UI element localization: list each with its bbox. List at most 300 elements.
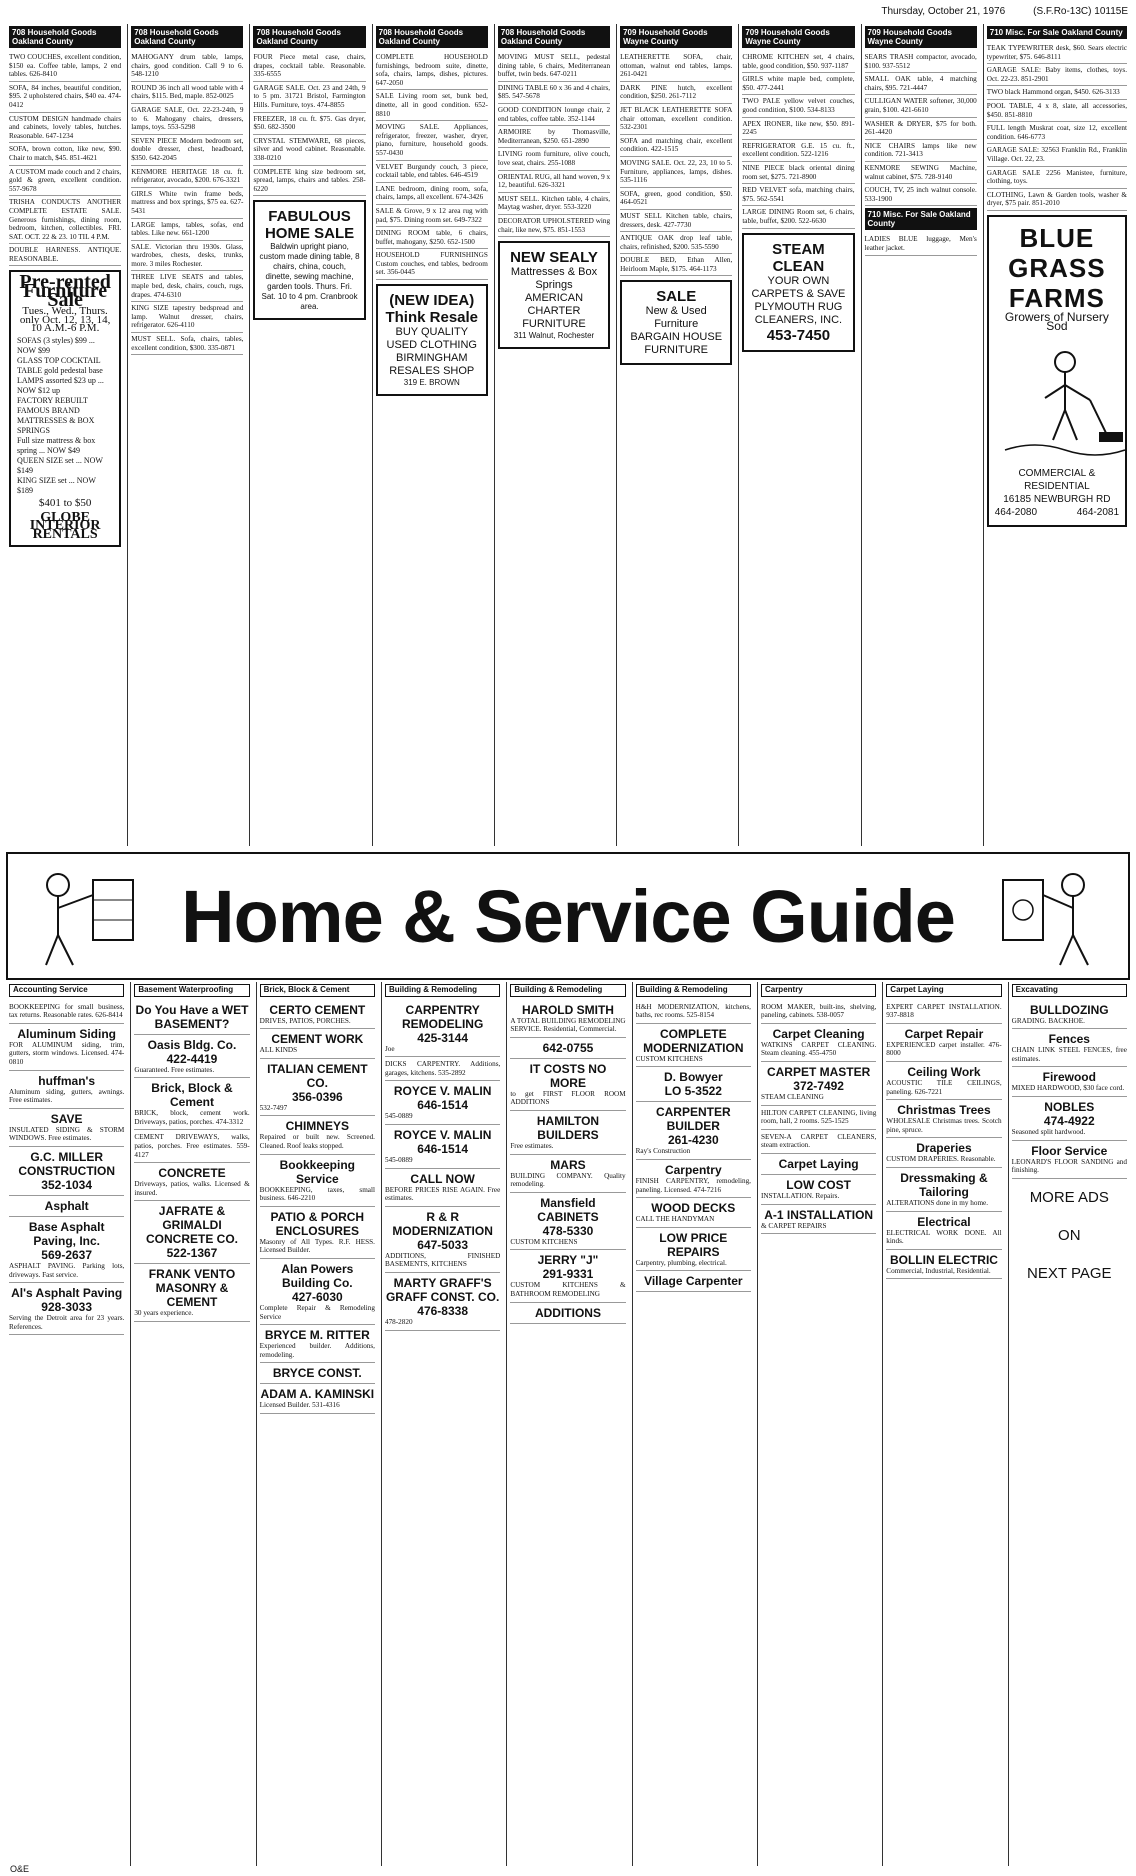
service-ad-name: Do You Have a WET BASEMENT? bbox=[135, 1002, 249, 1031]
furniture-sale-dates: Tues., Wed., Thurs. only Oct. 12, 13, 14, 10 A.M.-6 P.M. bbox=[19, 305, 111, 335]
furniture-sale-line: KING SIZE set ... NOW $189 bbox=[17, 476, 96, 496]
display-ad-name: BIRMINGHAM RESALES SHOP bbox=[389, 352, 475, 378]
service-ad-text: BOOKKEEPING for small business, tax returns. Reasonable rates. 626-8414 bbox=[9, 1002, 125, 1020]
service-ad bbox=[134, 1035, 249, 1079]
service-ad bbox=[385, 1273, 500, 1331]
classified-ad: POOL TABLE, 4 x 8, slate, all accessories, $450. 851-8810 bbox=[987, 100, 1127, 122]
service-ad-name: ADAM A. KAMINSKI bbox=[260, 1387, 375, 1402]
display-ad-subtitle: Mattresses & Box Springs bbox=[510, 266, 598, 292]
classified-ad: TWO COUCHES, excellent condition, $150 ea. Coffee table, lamps, 2 end tables. 626-8410 bbox=[9, 51, 121, 82]
column-header: 709 Household Goods Wayne County bbox=[865, 26, 977, 48]
service-ad-name: BOLLIN ELECTRIC bbox=[889, 1252, 998, 1267]
service-ad bbox=[886, 1062, 1001, 1100]
service-ad bbox=[886, 1138, 1001, 1168]
service-ad-name: huffman's bbox=[38, 1073, 96, 1088]
service-ad-phone: 356-0396 bbox=[291, 1089, 343, 1104]
classified-ad: DOUBLE HARNESS. ANTIQUE. REASONABLE. bbox=[9, 244, 121, 266]
service-ad bbox=[260, 1207, 375, 1259]
classified-column bbox=[738, 24, 857, 846]
service-ad-name: Asphalt bbox=[44, 1198, 89, 1213]
service-category-header: Basement Waterproofing bbox=[134, 984, 249, 997]
service-category-header: Building & Remodeling bbox=[510, 984, 625, 997]
service-ad-name: Draperies bbox=[916, 1141, 972, 1156]
service-ad-text: 478-2820 bbox=[384, 1317, 413, 1326]
service-ad-text: 545-0889 bbox=[384, 1112, 413, 1121]
display-ad bbox=[498, 241, 610, 349]
classified-ad: MOVING SALE. Oct. 22, 23, 10 to 5. Furniture, appliances, lamps, dishes. 535-1116 bbox=[620, 157, 732, 188]
service-ad-text: 532-7497 bbox=[259, 1103, 288, 1112]
service-guide-section bbox=[6, 982, 1130, 1866]
service-ad bbox=[260, 1116, 375, 1154]
service-ad bbox=[385, 1125, 500, 1169]
classified-ad: RED VELVET sofa, matching chairs, $75. 562-5541 bbox=[742, 184, 854, 206]
service-ad-phone: 928-3033 bbox=[41, 1300, 93, 1315]
classified-column bbox=[249, 24, 368, 846]
service-ad-text: Carpentry, plumbing, electrical. bbox=[635, 1258, 727, 1267]
more-ads-notice bbox=[1012, 1179, 1127, 1293]
column-header: 709 Household Goods Wayne County bbox=[620, 26, 732, 48]
classified-column bbox=[372, 24, 491, 846]
service-ad bbox=[1012, 1141, 1127, 1179]
furniture-sale-line: FACTORY REBUILT FAMOUS BRAND MATTRESSES & BOX SPRINGS bbox=[17, 396, 95, 436]
classified-ad: GARAGE SALE: 32563 Franklin Rd., Franklin Village. Oct. 22, 23. bbox=[987, 144, 1127, 166]
classified-ad: LADIES BLUE luggage, Men's leather jacket. bbox=[865, 233, 977, 255]
display-ad-title: (NEW IDEA) Think Resale bbox=[385, 292, 479, 327]
service-ad-name: Alan Powers Building Co. bbox=[281, 1261, 354, 1290]
service-ad-text: HILTON CARPET CLEANING, living room, hall, 2 rooms. 525-1525 bbox=[760, 1108, 877, 1126]
classified-ad: FULL length Muskrat coat, size 12, excellent condition. 646-6773 bbox=[987, 122, 1127, 144]
service-ad-text: GRADING. BACKHOE. bbox=[1011, 1016, 1085, 1025]
service-ad bbox=[1012, 1067, 1127, 1097]
service-ad-name: Dressmaking & Tailoring bbox=[900, 1170, 988, 1199]
service-ad-name: Al's Asphalt Paving bbox=[11, 1286, 123, 1301]
service-ad-name: NOBLES bbox=[1044, 1099, 1095, 1114]
service-ad-text: CHAIN LINK STEEL FENCES, free estimates. bbox=[1011, 1046, 1127, 1063]
service-ad-text: H&H MODERNIZATION, kitchens, baths, rec rooms. 525-8154 bbox=[635, 1002, 751, 1020]
service-ad-phone: 422-4419 bbox=[166, 1051, 218, 1066]
service-ad-phone: 372-7492 bbox=[793, 1078, 844, 1093]
furniture-sale-title: Pre-rented Furniture Sale bbox=[19, 271, 111, 311]
display-ad bbox=[742, 233, 854, 352]
furniture-sale-line: Full size mattress & box spring ... NOW $49 bbox=[17, 436, 96, 456]
service-ad-name: Oasis Bldg. Co. bbox=[147, 1037, 237, 1052]
service-ad-text: ASPHALT PAVING. Parking lots, driveways. Fast service. bbox=[9, 1261, 125, 1279]
service-ad-text: Commercial, Industrial, Residential. bbox=[886, 1266, 991, 1275]
display-ad bbox=[376, 284, 488, 396]
service-ad bbox=[134, 1000, 249, 1035]
classified-ad: KENMORE HERITAGE 18 cu. ft. refrigerator, avocado, $200. 676-3321 bbox=[131, 166, 243, 188]
blue-grass-address: 16185 NEWBURGH RD bbox=[1003, 493, 1111, 505]
service-ad-name: HAMILTON BUILDERS bbox=[536, 1113, 600, 1142]
classified-ad: SALE Living room set, bunk bed, dinette, all in good condition. 652-8810 bbox=[376, 90, 488, 121]
service-ad bbox=[886, 1168, 1001, 1212]
service-ad-text: BEFORE PRICES RISE AGAIN. Free estimates. bbox=[384, 1185, 501, 1203]
service-ad bbox=[260, 1259, 375, 1325]
classified-ad: HOUSEHOLD FURNISHINGS Custom couches, end tables, bedroom set. 356-0445 bbox=[376, 249, 488, 280]
service-ad bbox=[9, 1283, 124, 1335]
service-ad-name: BULLDOZING bbox=[1029, 1002, 1109, 1017]
service-ad bbox=[260, 1325, 375, 1363]
classified-ad: SOFA, green, good condition, $50. 464-0521 bbox=[620, 188, 732, 210]
service-ad-text: BOOKKEEPING, taxes, small business. 646-2210 bbox=[259, 1185, 375, 1203]
service-ad bbox=[510, 1038, 625, 1059]
service-ad-text: CUSTOM KITCHENS & BATHROOM REMODELING bbox=[510, 1281, 626, 1298]
service-category-header: Excavating bbox=[1012, 984, 1127, 997]
service-ad-text: LEONARD'S FLOOR SANDING and finishing. bbox=[1011, 1157, 1127, 1175]
blue-grass-phone: 464-2080 bbox=[994, 506, 1038, 518]
more-ads-line: NEXT PAGE bbox=[1027, 1264, 1112, 1282]
service-ad-name: Carpet Repair bbox=[904, 1026, 984, 1041]
banner-title: Home & Service Guide bbox=[181, 874, 955, 958]
column-header: 710 Misc. For Sale Oakland County bbox=[865, 208, 977, 230]
service-ad-name: FRANK VENTO MASONRY & CEMENT bbox=[148, 1267, 236, 1310]
workman-tools-icon bbox=[988, 860, 1118, 970]
service-ad-phone: 474-4922 bbox=[1043, 1113, 1095, 1128]
service-ad bbox=[761, 1130, 876, 1154]
service-ad bbox=[636, 1024, 751, 1068]
service-ad-phone: 478-5330 bbox=[542, 1223, 594, 1238]
workman-painting-icon bbox=[18, 860, 148, 970]
display-ad bbox=[620, 280, 732, 365]
service-ad-name: BRYCE CONST. bbox=[272, 1366, 362, 1381]
service-ad-text: WHOLESALE Christmas trees. Scotch pine, spruce. bbox=[886, 1117, 1002, 1134]
classified-ad: MOVING MUST SELL, pedestal dining table, 6 chairs, Mediterranean buffet, twin beds. 647-0211 bbox=[498, 51, 610, 82]
classified-ad: MUST SELL. Sofa, chairs, tables, excellent condition, $300. 335-0871 bbox=[131, 333, 243, 355]
service-ad-name: Floor Service bbox=[1031, 1143, 1108, 1158]
service-ad-name: IT COSTS NO MORE bbox=[529, 1061, 607, 1090]
service-ad-name: MARS bbox=[550, 1157, 586, 1172]
service-ad-text: CALL THE HANDYMAN bbox=[635, 1215, 715, 1224]
classified-ad: GARAGE SALE. Oct. 23 and 24th, 9 to 5 pm. 31721 Bristol, Farmington Hills. Furniture, toys. 474-8855 bbox=[253, 82, 365, 113]
furniture-sale-price: $401 to $50 bbox=[38, 497, 92, 510]
classified-ad: REFRIGERATOR G.E. 15 cu. ft., excellent condition. 522-1216 bbox=[742, 140, 854, 162]
service-ad-phone: 352-1034 bbox=[41, 1177, 93, 1192]
furniture-sale-store: GLOBE INTERIOR RENTALS bbox=[29, 509, 101, 542]
service-ad bbox=[260, 1384, 375, 1414]
blue-grass-phones bbox=[995, 506, 1119, 519]
service-ad-phone: 642-0755 bbox=[542, 1040, 594, 1055]
service-category-header: Building & Remodeling bbox=[636, 984, 751, 997]
service-ad bbox=[886, 1212, 1001, 1250]
service-ad bbox=[510, 1000, 625, 1038]
service-ad-name: Mansfield CABINETS bbox=[537, 1195, 599, 1224]
classified-section bbox=[6, 24, 1130, 846]
classified-ad: FREEZER, 18 cu. ft. $75. Gas dryer, $50. 682-3500 bbox=[253, 113, 365, 135]
service-ad bbox=[761, 1062, 876, 1106]
service-ad-name: Electrical bbox=[917, 1214, 971, 1229]
service-ad bbox=[9, 1147, 124, 1196]
footer-mark: O&E bbox=[10, 1864, 30, 1874]
service-ad-name: Carpentry bbox=[664, 1162, 722, 1177]
service-ad bbox=[9, 1071, 124, 1109]
service-ad-name: BRYCE M. RITTER bbox=[264, 1328, 370, 1343]
classified-column bbox=[861, 24, 980, 846]
service-ad-text: Ray's Construction bbox=[635, 1147, 691, 1156]
service-ad bbox=[636, 1000, 751, 1024]
service-ad-text: ALL KINDS bbox=[259, 1046, 298, 1055]
classified-ad: KENMORE SEWING Machine, walnut cabinet, $75. 728-9140 bbox=[865, 162, 977, 184]
service-column bbox=[632, 982, 754, 1866]
service-ad-text: 545-0889 bbox=[384, 1155, 413, 1164]
service-ad-text: WATKINS CARPET CLEANING. Steam cleaning. 455-4750 bbox=[760, 1040, 877, 1058]
display-ad-subtitle: YOUR OWN CARPETS & SAVE bbox=[751, 274, 846, 300]
service-ad bbox=[134, 1078, 249, 1130]
classified-column bbox=[616, 24, 735, 846]
service-ad bbox=[385, 1057, 500, 1081]
classified-ad: CUSTOM DESIGN handmade chairs and cabinets, lovely tables, hutches. Reasonable. 647-1234 bbox=[9, 113, 121, 144]
service-ad bbox=[9, 1024, 124, 1071]
classified-ad: FOUR Piece metal case, chairs, drapes, cocktail table. Reasonable. 335-6555 bbox=[253, 51, 365, 82]
service-ad bbox=[636, 1228, 751, 1272]
service-ad bbox=[134, 1130, 249, 1163]
service-ad-text: CUSTOM DRAPERIES. Reasonable. bbox=[886, 1155, 996, 1164]
service-ad-name: Bookkeeping Service bbox=[279, 1157, 355, 1186]
classified-column bbox=[983, 24, 1130, 846]
service-ad bbox=[134, 1163, 249, 1201]
column-header: 708 Household Goods Oakland County bbox=[253, 26, 365, 48]
classified-ad: VELVET Burgundy couch, 3 piece, cocktail table, end tables. 646-4519 bbox=[376, 161, 488, 183]
classified-ad: GARAGE SALE 2256 Manistee, furniture, clothing, toys. bbox=[987, 167, 1127, 189]
service-ad-phone: 647-5033 bbox=[417, 1237, 468, 1252]
service-ad-name: JERRY "J" bbox=[537, 1253, 599, 1268]
service-category-header: Accounting Service bbox=[9, 984, 124, 997]
service-ad-name: Village Carpenter bbox=[644, 1274, 743, 1289]
display-ad-name: AMERICAN CHARTER FURNITURE bbox=[522, 292, 586, 331]
service-ad-text: & CARPET REPAIRS bbox=[760, 1221, 827, 1230]
service-ad bbox=[761, 1175, 876, 1205]
blue-grass-farms-ad bbox=[987, 215, 1127, 527]
service-ad bbox=[510, 1250, 625, 1302]
service-ad bbox=[761, 1205, 876, 1235]
service-ad bbox=[260, 1155, 375, 1207]
masthead-date: Thursday, October 21, 1976 bbox=[881, 6, 1006, 17]
blue-grass-tagline: COMMERCIAL & RESIDENTIAL bbox=[1018, 467, 1096, 492]
service-ad bbox=[510, 1303, 625, 1324]
furniture-sale-line: QUEEN SIZE set ... NOW $149 bbox=[17, 456, 103, 476]
service-ad-text: Masonry of All Types. R.F. HESS. Licensed Builder. bbox=[259, 1237, 375, 1255]
service-ad-text: Repaired or built new. Screened. Cleaned. Roof leaks stopped. bbox=[259, 1133, 375, 1150]
service-ad-text: Serving the Detroit area for 23 years. References. bbox=[9, 1314, 125, 1331]
classified-ad: DOUBLE BED, Ethan Allen, Heirloom Maple, $175. 464-1173 bbox=[620, 254, 732, 276]
classified-ad: NINE PIECE black oriental dining room set, $275. 721-8900 bbox=[742, 162, 854, 184]
classified-ad: DINING TABLE 60 x 36 and 4 chairs, $85. 547-5678 bbox=[498, 82, 610, 104]
service-ad bbox=[886, 1000, 1001, 1024]
service-column bbox=[882, 982, 1004, 1866]
classified-ad: TEAK TYPEWRITER desk, $60. Sears electric typewriter, $75. 646-8111 bbox=[987, 42, 1127, 64]
service-ad-text: EXPERIENCED carpet installer. 476-8000 bbox=[886, 1040, 1002, 1058]
classified-ad: CRYSTAL STEMWARE, 68 pieces, silver and wood cabinet. Reasonable. 338-0210 bbox=[253, 135, 365, 166]
service-ad-phone: 569-2637 bbox=[41, 1247, 93, 1262]
service-ad-text: ADDITIONS, FINISHED BASEMENTS, KITCHENS bbox=[384, 1251, 501, 1269]
classified-ad: GARAGE SALE, Oct. 22-23-24th, 9 to 6. Mahogany chairs, dressers, lamps, toys. 553-5298 bbox=[131, 104, 243, 135]
service-column bbox=[1008, 982, 1130, 1866]
service-ad-text: ELECTRICAL WORK DONE. All kinds. bbox=[886, 1228, 1002, 1246]
service-ad-text: Seasoned split hardwood. bbox=[1011, 1127, 1086, 1136]
classified-ad: KING SIZE tapestry bedspread and lamp. Walnut dresser, chairs, refrigerator. 626-4110 bbox=[131, 302, 243, 333]
service-ad-name: CARPENTER BUILDER bbox=[655, 1105, 731, 1134]
service-ad bbox=[1012, 1029, 1127, 1067]
service-ad-text: Free estimates. bbox=[510, 1141, 554, 1150]
service-ad-text: CUSTOM KITCHENS bbox=[510, 1237, 578, 1246]
service-ad-text: FOR ALUMINUM siding, trim, gutters, storm windows. Licensed. 474-0810 bbox=[9, 1040, 125, 1066]
display-ad-address: 319 E. BROWN bbox=[403, 378, 460, 388]
service-ad-text: INSULATED SIDING & STORM WINDOWS. Free estimates. bbox=[9, 1125, 125, 1143]
classified-ad: CLOTHING, Lawn & Garden tools, washer & dryer, $75 pair. 851-2010 bbox=[987, 189, 1127, 211]
classified-ad: SALE & Grove, 9 x 12 area rug with pad, $75. Dining room set. 649-7322 bbox=[376, 205, 488, 227]
classified-ad: ROUND 36 inch all wood table with 4 chairs, $115. Bed, maple. 852-0025 bbox=[131, 82, 243, 104]
service-ad-name: CARPENTRY REMODELING bbox=[401, 1002, 484, 1031]
service-ad bbox=[886, 1024, 1001, 1062]
column-header: 708 Household Goods Oakland County bbox=[131, 26, 243, 48]
service-ad-phone: 646-1514 bbox=[417, 1141, 468, 1156]
classified-ad: SALE. Victorian thru 1930s. Glass, wardrobes, chests, desks, trunks, more. 3 miles Rochester. bbox=[131, 241, 243, 272]
service-ad-text: FINISH CARPENTRY, remodeling, paneling. Licensed. 474-7216 bbox=[635, 1176, 751, 1194]
service-ad-name: Christmas Trees bbox=[897, 1103, 991, 1118]
classified-ad: LEATHERETTE SOFA, chair, ottoman, walnut end tables, lamps. 261-0421 bbox=[620, 51, 732, 82]
service-ad-text: Complete Repair & Remodeling Service bbox=[259, 1303, 375, 1321]
service-ad-text: EXPERT CARPET INSTALLATION. 937-8818 bbox=[886, 1002, 1002, 1020]
more-ads-line: ON bbox=[1058, 1226, 1081, 1244]
column-header: 708 Household Goods Oakland County bbox=[376, 26, 488, 48]
service-ad-text: BRICK, block, cement work. Driveways, patios, porches. 474-3312 bbox=[134, 1109, 250, 1126]
service-ad-phone: 261-4230 bbox=[667, 1133, 719, 1148]
service-ad-name: Aluminum Siding bbox=[17, 1026, 116, 1041]
service-ad-name: CERTO CEMENT bbox=[269, 1002, 366, 1017]
classified-ad: TRISHA CONDUCTS ANOTHER COMPLETE ESTATE SALE. Generous furnishings, dining room, bedroom, kitchen, collectibles. FRI. SAT. OCT. 22 & 23. 10 TIL 4 P.M. bbox=[9, 196, 121, 244]
furniture-sale-line: GLASS TOP COCKTAIL TABLE gold pedestal base bbox=[17, 356, 103, 376]
classified-ad: SOFA, 84 inches, beautiful condition, $95. 2 upholstered chairs, $40 ea. 474-0412 bbox=[9, 82, 121, 113]
service-ad bbox=[385, 1169, 500, 1207]
service-ad-text: 30 years experience. bbox=[134, 1309, 194, 1318]
service-category-header: Carpet Laying bbox=[886, 984, 1001, 997]
blue-grass-phone: 464-2081 bbox=[1076, 506, 1120, 518]
display-ad-name: BARGAIN HOUSE FURNITURE bbox=[630, 331, 723, 357]
classified-ad: DECORATOR UPHOLSTERED wing chair, like new, $75. 851-1553 bbox=[498, 215, 610, 237]
service-ad-text: DICKS CARPENTRY. Additions, garages, kitchens. 535-2892 bbox=[384, 1060, 501, 1077]
service-column bbox=[757, 982, 879, 1866]
display-ad-text: Baldwin upright piano, custom made dining table, 8 chairs, china, couch, dinette, sewing machine, garden tools. Thurs. Fri. Sat. 10 to 4 pm. Cranbrook area. bbox=[259, 242, 360, 312]
service-ad-phone: 646-1514 bbox=[417, 1098, 468, 1113]
service-ad bbox=[510, 1193, 625, 1251]
service-ad bbox=[1012, 1097, 1127, 1141]
service-ad-text: Joe bbox=[384, 1044, 395, 1053]
service-category-header: Brick, Block & Cement bbox=[260, 984, 375, 997]
classified-column bbox=[6, 24, 124, 846]
service-ad-name: SAVE bbox=[50, 1111, 83, 1126]
service-ad bbox=[260, 1029, 375, 1059]
service-ad-name: Brick, Block & Cement bbox=[151, 1081, 233, 1110]
service-ad bbox=[9, 1109, 124, 1147]
service-ad bbox=[510, 1059, 625, 1111]
classified-ad: COMPLETE king size bedroom set, spread, lamps, chairs and tables. 258-6220 bbox=[253, 166, 365, 197]
service-ad-text: Experienced builder. Additions, remodeling. bbox=[259, 1342, 375, 1359]
classified-ad: GIRLS White twin frame beds, mattress and box springs, $75 ea. 627-5431 bbox=[131, 188, 243, 219]
service-ad-text: A TOTAL BUILDING REMODELING SERVICE. Residential, Commercial. bbox=[510, 1016, 626, 1034]
service-ad-phone: 427-6030 bbox=[291, 1289, 343, 1304]
classified-ad: MAHOGANY drum table, lamps, chairs, good condition. Call 9 to 6. 548-1210 bbox=[131, 51, 243, 82]
classified-ad: SEARS TRASH compactor, avocado, $100. 937-5512 bbox=[865, 51, 977, 73]
service-ad-text: Aluminum siding, gutters, awnings. Free estimates. bbox=[9, 1087, 125, 1105]
service-ad bbox=[260, 1363, 375, 1384]
classified-column bbox=[494, 24, 613, 846]
column-header: 708 Household Goods Oakland County bbox=[9, 26, 121, 48]
classified-ad: LANE bedroom, dining room, sofa, chairs, lamps, all excellent. 674-3426 bbox=[376, 183, 488, 205]
home-service-guide-banner bbox=[6, 852, 1130, 980]
service-ad-text: ACOUSTIC TILE CEILINGS, paneling. 626-7221 bbox=[886, 1078, 1002, 1096]
service-ad-text: BUILDING COMPANY. Quality remodeling. bbox=[510, 1171, 626, 1189]
service-ad-text: CUSTOM KITCHENS bbox=[635, 1054, 703, 1063]
classified-ad: CHROME KITCHEN set, 4 chairs, table, good condition, $50. 937-1187 bbox=[742, 51, 854, 73]
classified-ad: THREE LIVE SEATS and tables, maple bed, desk, chairs, couch, rugs, drapes. 474-6310 bbox=[131, 271, 243, 302]
classified-ad: COMPLETE HOUSEHOLD furnishings, bedroom suite, dinette, sofa, chairs, lamps, dishes, pictures. 647-2050 bbox=[376, 51, 488, 90]
service-ad bbox=[134, 1264, 249, 1322]
service-ad bbox=[9, 1196, 124, 1217]
service-ad bbox=[761, 1024, 876, 1062]
service-ad-text: to get FIRST FLOOR ROOM ADDITIONS bbox=[510, 1089, 626, 1107]
service-column bbox=[6, 982, 127, 1866]
service-ad-name: LOW COST bbox=[786, 1177, 851, 1192]
display-ad-title: NEW SEALY bbox=[510, 249, 598, 267]
service-ad bbox=[636, 1067, 751, 1102]
classified-ad: COUCH, TV, 25 inch walnut console. 533-1900 bbox=[865, 184, 977, 206]
classified-ad: GARAGE SALE: Baby items, clothes, toys. Oct. 22-23. 851-2901 bbox=[987, 64, 1127, 86]
service-ad-name: Fences bbox=[1048, 1032, 1090, 1047]
service-ad bbox=[761, 1000, 876, 1024]
display-ad-subtitle: BUY QUALITY USED CLOTHING bbox=[386, 326, 477, 352]
service-column bbox=[506, 982, 628, 1866]
service-ad bbox=[636, 1198, 751, 1228]
service-ad bbox=[636, 1160, 751, 1198]
service-ad-phone: 522-1367 bbox=[166, 1246, 218, 1261]
service-column bbox=[256, 982, 378, 1866]
display-ad-title: SALE bbox=[656, 288, 697, 306]
classified-ad: DARK PINE hutch, excellent condition, $250. 261-7112 bbox=[620, 82, 732, 104]
classified-ad: DINING ROOM table, 6 chairs, buffet, mahogany, $250. 652-1500 bbox=[376, 227, 488, 249]
classified-ad: JET BLACK LEATHERETTE SOFA chair ottoman, excellent condition. 532-2301 bbox=[620, 104, 732, 135]
classified-ad: LIVING room furniture, olive couch, love seat, chairs. 255-1088 bbox=[498, 148, 610, 170]
classified-ad: ANTIQUE OAK drop leaf table, chairs, refinished, $200. 535-5590 bbox=[620, 232, 732, 254]
service-ad bbox=[9, 1217, 124, 1283]
column-header: 710 Misc. For Sale Oakland County bbox=[987, 26, 1127, 39]
blue-grass-title: BLUE GRASS FARMS bbox=[1008, 222, 1106, 313]
service-ad-text: MIXED HARDWOOD, $30 face cord. bbox=[1011, 1084, 1125, 1093]
service-ad bbox=[9, 1000, 124, 1024]
service-ad-text: ROOM MAKER, built-ins, shelving, paneling, cabinets. 538-0057 bbox=[760, 1002, 877, 1020]
classified-ad: ORIENTAL RUG, all hand woven, 9 x 12, beautiful. 626-3321 bbox=[498, 171, 610, 193]
service-ad bbox=[636, 1102, 751, 1160]
service-category-header: Carpentry bbox=[761, 984, 876, 997]
service-ad-name: Carpet Laying bbox=[778, 1156, 859, 1171]
classified-ad: TWO black Hammond organ, $450. 626-3133 bbox=[987, 86, 1127, 100]
classified-ad: SEVEN PIECE Modern bedroom set, double dresser, chest, headboard, $350. 642-2045 bbox=[131, 135, 243, 166]
service-column bbox=[130, 982, 252, 1866]
column-header: 709 Household Goods Wayne County bbox=[742, 26, 854, 48]
classified-ad: A CUSTOM made couch and 2 chairs, gold & green, excellent condition. 557-9678 bbox=[9, 166, 121, 197]
classified-ad: WASHER & DRYER, $75 for both. 261-4420 bbox=[865, 118, 977, 140]
service-ad-name: Ceiling Work bbox=[907, 1064, 981, 1079]
display-ad-title: STEAM CLEAN bbox=[772, 240, 825, 275]
service-ad-text: ALTERATIONS done in my home. bbox=[886, 1198, 989, 1207]
column-header: 708 Household Goods Oakland County bbox=[498, 26, 610, 48]
service-ad bbox=[886, 1100, 1001, 1138]
service-ad bbox=[260, 1059, 375, 1117]
classified-ad: GOOD CONDITION lounge chair, 2 end tables, coffee table. 352-1144 bbox=[498, 104, 610, 126]
display-ad-title: FABULOUS HOME SALE bbox=[264, 208, 355, 243]
service-ad-name: CEMENT WORK bbox=[271, 1032, 364, 1047]
service-ad bbox=[886, 1250, 1001, 1280]
service-ad-text: Licensed Builder. 531-4316 bbox=[259, 1401, 340, 1410]
service-ad-phone: 425-3144 bbox=[417, 1030, 468, 1045]
